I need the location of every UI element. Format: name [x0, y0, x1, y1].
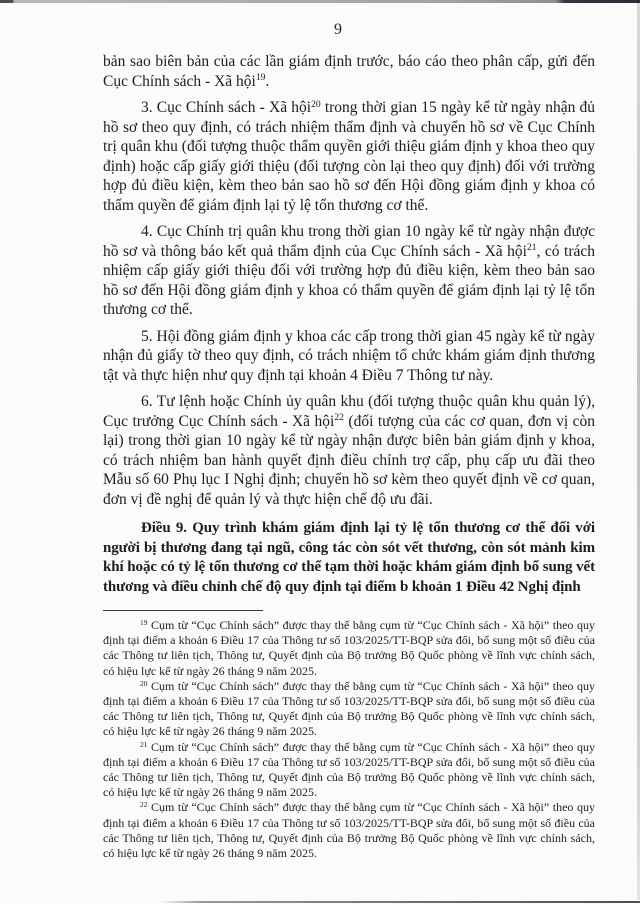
- footnote-21: [103, 740, 595, 801]
- paragraph-text: .: [265, 72, 270, 90]
- page-number: 9: [334, 21, 342, 38]
- footnote-19-marker: 19: [140, 617, 148, 627]
- footnote-text: Cụm từ “Cục Chính sách” được thay thế bằng cụm từ “Cục Chính sách - Xã hội” theo quy định tại điểm a khoản 6 Điều 17 của Thông tư số 103/2025/TT-BQP sửa đổi, bổ sung một số điều của các Thông tư liên tịch, Thông tư, Quyết định của Bộ trưởng Bộ Quốc phòng về lĩnh vực chính sách, có hiệu lực kể từ ngày 26 tháng 9 năm 2025.: [103, 678, 595, 739]
- paragraph-clause-3: [103, 98, 595, 215]
- article-9-heading-paragraph: [103, 519, 595, 597]
- paragraph-text: 6. Tư lệnh hoặc Chính ủy quân khu (đối tượng thuộc quân khu quản lý), Cục trưởng Cục Chính sách - Xã hội: [103, 393, 595, 430]
- footnote-21-marker: 21: [140, 739, 148, 749]
- paragraph-continuation: [103, 52, 595, 91]
- paragraph-clause-4: [103, 222, 595, 320]
- footnote-22-marker: 22: [140, 800, 148, 810]
- paragraph-clause-6: [103, 392, 595, 509]
- footnote-ref-20: 20: [311, 98, 321, 110]
- footnote-ref-21: 21: [526, 242, 537, 254]
- footnote-text: Cụm từ “Cục Chính sách” được thay thế bằng cụm từ “Cục Chính sách - Xã hội” theo quy định tại điểm a khoản 6 Điều 17 của Thông tư số 103/2025/TT-BQP sửa đổi, bổ sung một số điều của các Thông tư liên tịch, Thông tư, Quyết định của Bộ trưởng Bộ Quốc phòng về lĩnh vực chính sách, có hiệu lực kể từ ngày 26 tháng 9 năm 2025.: [103, 618, 595, 678]
- paragraph-text: Điều 9. Quy trình khám giám định lại tỷ lệ tổn thương cơ thể đối với người bị thương đang tại ngũ, công tác còn sót vết thương, còn sót mảnh kim khí hoặc có tỷ lệ tổn thương cơ thể tạm thời hoặc khám giám định bổ sung vết thương và điều chỉnh chế độ quy định tại điểm b khoản 1 Điều 42 Nghị định: [103, 520, 595, 595]
- footnote-22: [103, 800, 595, 861]
- paragraph-text: 4. Cục Chính trị quân khu trong thời gian 10 ngày kể từ ngày nhận được hồ sơ và thông báo kết quả thẩm định của Cục Chính sách - Xã hội: [103, 223, 595, 260]
- footnote-separator: [103, 610, 263, 611]
- scan-edge-artifact-top: [0, 0, 640, 3]
- scan-edge-artifact-bottom: [0, 901, 640, 903]
- document-body: [0, 39, 640, 597]
- paragraph-clause-5: [103, 327, 595, 386]
- footnote-ref-19: 19: [255, 72, 266, 84]
- paragraph-text: (đối tượng của các cơ quan, đơn vị còn lại) trong thời gian 10 ngày kể từ ngày nhận được biên bản giám định y khoa, có trách nhiệm ban hành quyết định điều chỉnh trợ cấp, phụ cấp ưu đãi theo Mẫu số 60 Phụ lục I Nghị định; chuyển hồ sơ kèm theo quyết định về cơ quan, đơn vị đề nghị để quản lý và thực hiện chế độ ưu đãi.: [103, 412, 595, 508]
- paragraph-text: bản sao biên bản của các lần giám định trước, báo cáo theo phân cấp, gửi đến Cục Chính sách - Xã hội: [103, 53, 595, 90]
- paragraph-text: trong thời gian 15 ngày kể từ ngày nhận đủ hồ sơ theo quy định, có trách nhiệm thẩm định và chuyển hồ sơ về Cục Chính trị quân khu (đối tượng thuộc thẩm quyền giới thiệu giám định y khoa theo quy định) hoặc cấp giấy giới thiệu (đối tượng còn lại theo quy định) đối với trường hợp đủ điều kiện, kèm theo bản sao hồ sơ đến Hội đồng giám định y khoa có thẩm quyền để giám định lại tỷ lệ tổn thương cơ thể.: [103, 99, 595, 214]
- paragraph-text: 3. Cục Chính sách - Xã hội: [141, 99, 312, 116]
- footnote-19: [103, 618, 595, 679]
- footnote-text: Cụm từ “Cục Chính sách” được thay thế bằng cụm từ “Cục Chính sách - Xã hội” theo quy định tại điểm a khoản 6 Điều 17 của Thông tư số 103/2025/TT-BQP sửa đổi, bổ sung một số điều của các Thông tư liên tịch, Thông tư, Quyết định của Bộ trưởng Bộ Quốc phòng về lĩnh vực chính sách, có hiệu lực kể từ ngày 26 tháng 9 năm 2025.: [103, 800, 595, 861]
- footnote-20-marker: 20: [140, 678, 148, 688]
- paragraph-text: , có trách nhiệm cấp giấy giới thiệu đối với trường hợp đủ điều kiện, kèm theo bản sao hồ sơ đến Hội đồng giám định y khoa có thẩm quyền để giám định lại tỷ lệ tổn thương cơ thể.: [103, 242, 595, 318]
- footnote-20: [103, 679, 595, 740]
- footnotes-section: [0, 610, 640, 861]
- footnote-text: Cụm từ “Cục Chính sách” được thay thế bằng cụm từ “Cục Chính sách - Xã hội” theo quy định tại điểm a khoản 6 Điều 17 của Thông tư số 103/2025/TT-BQP sửa đổi, bổ sung một số điều của các Thông tư liên tịch, Thông tư, Quyết định của Bộ trưởng Bộ Quốc phòng về lĩnh vực chính sách, có hiệu lực kể từ ngày 26 tháng 9 năm 2025.: [103, 739, 595, 800]
- paragraph-text: 5. Hội đồng giám định y khoa các cấp trong thời gian 45 ngày kể từ ngày nhận đủ giấy tờ theo quy định, có trách nhiệm tổ chức khám giám định thương tật và thực hiện như quy định tại khoản 4 Điều 7 Thông tư này.: [103, 327, 595, 384]
- footnote-ref-22: 22: [334, 412, 344, 424]
